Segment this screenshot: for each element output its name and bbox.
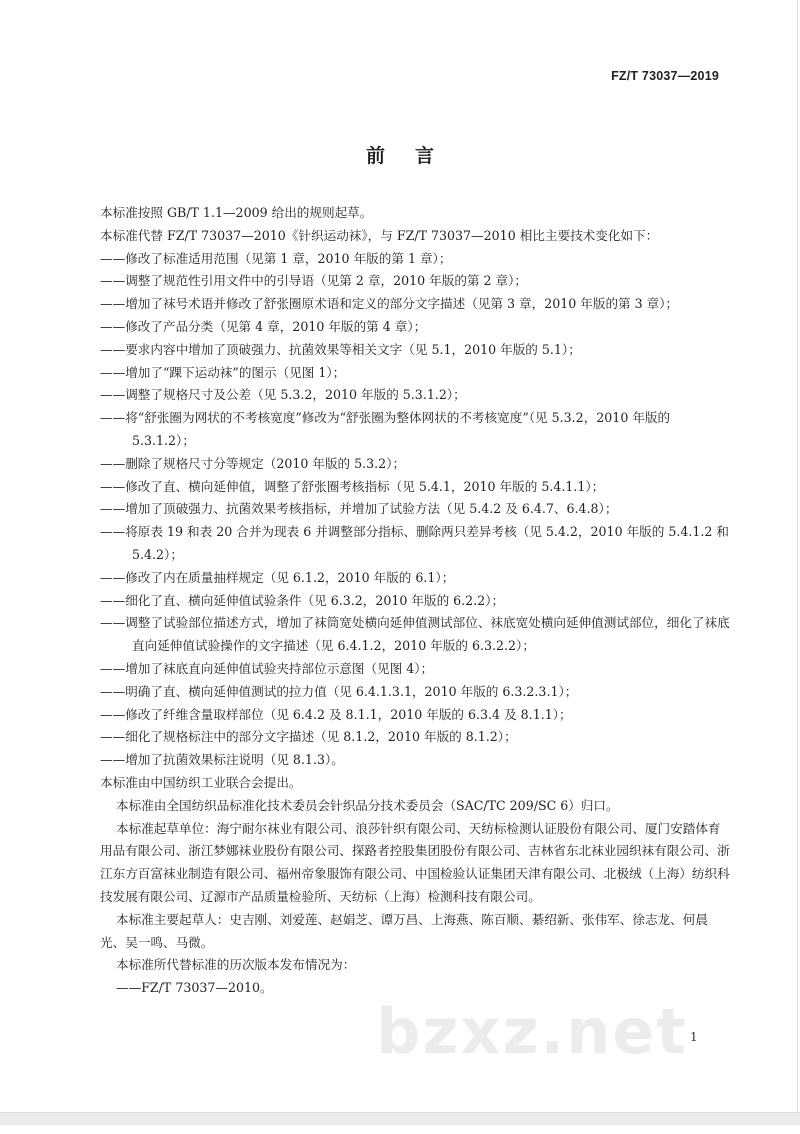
page-title: 前言 (365, 145, 464, 167)
paragraph-drafting-units: 本标准起草单位：海宁耐尔袜业有限公司、浪莎针织有限公司、天纺标检测认证股份有限公司、厦门安踏体育用品有限公司、浙江梦娜袜业股份有限公司、探路者控股集团股份有限公司、吉林省东北袜业园织袜有限公司、浙江东方百富袜业制造有限公司、福州帝象服饰有限公司、中国检验认证集团天津有限公司、北极绒（上海）纺织科技发展有限公司、辽源市产品质量检验所、天纺标（上海）检测科技有限公司。 (100, 820, 730, 904)
foreword-body (100, 202, 730, 1000)
list-item: ——将“舒张圈为网状的不考核宽度”修改为“舒张圈为整体网状的不考核宽度”（见 5.3.2，2010 年版的 5.3.1.2）； (100, 410, 671, 448)
list-item: ——增加了“踝下运动袜”的图示（见图 1）； (100, 364, 346, 380)
paragraph-replacement: 本标准代替 FZ/T 73037—2010《针织运动袜》，与 FZ/T 73037—2010 相比主要技术变化如下： (100, 227, 659, 243)
list-item: ——修改了纤维含量取样部位（见 6.4.2 及 8.1.1，2010 年版的 6.3.4 及 8.1.1）； (100, 706, 572, 722)
paragraph-proposed-by: 本标准由中国纺织工业联合会提出。 (100, 774, 302, 790)
list-item: ——明确了直、横向延伸值测试的拉力值（见 6.4.1.3.1，2010 年版的 6.3.2.3.1）； (100, 683, 578, 699)
list-item: ——增加了袜底直向延伸值试验夹持部位示意图（见图 4）； (100, 660, 434, 676)
list-item: ——调整了规格尺寸及公差（见 5.3.2，2010 年版的 5.3.1.2）； (100, 387, 466, 403)
document-code: FZ/T 73037—2019 (611, 69, 719, 83)
changes-list (100, 248, 730, 772)
paragraph-history-intro: 本标准所代替标准的历次版本发布情况为： (116, 957, 356, 973)
page-separator (0, 1112, 800, 1126)
list-item: ——修改了产品分类（见第 4 章，2010 年版的第 4 章）； (100, 318, 427, 334)
list-item: ——调整了试验部位描述方式，增加了袜筒宽处横向延伸值测试部位、袜底宽处横向延伸值测试部位，细化了袜底直向延伸值试验操作的文字描述（见 6.4.1.2，2010 年版的 6.3.2.2）； (100, 615, 730, 654)
list-item: ——细化了直、横向延伸值试验条件（见 6.3.2，2010 年版的 6.2.2）； (100, 592, 505, 608)
list-item: ——调整了规范性引用文件中的引导语（见第 2 章，2010 年版的第 2 章）； (100, 273, 528, 289)
list-item: ——删除了规格尺寸分等规定（2010 年版的 5.3.2）； (100, 455, 406, 471)
list-item: ——要求内容中增加了顶破强力、抗菌效果等相关文字（见 5.1，2010 年版的 5.1）； (100, 341, 581, 357)
list-item: ——增加了抗菌效果标注说明（见 8.1.3）。 (100, 752, 344, 768)
list-item: ——修改了直、横向延伸值，调整了舒张圈考核指标（见 5.4.1，2010 年版的 5.4.1.1）； (100, 478, 605, 494)
next-page-edge (0, 1125, 800, 1134)
paragraph-drafting-rules: 本标准按照 GB/T 1.1—2009 给出的规则起草。 (100, 205, 373, 220)
list-item: ——增加了袜号术语并修改了舒张圈原术语和定义的部分文字描述（见第 3 章，2010 年版的第 3 章）； (100, 296, 679, 312)
history-item: ——FZ/T 73037—2010。 (116, 980, 273, 996)
watermark: bzxz.net (376, 995, 688, 1068)
list-item: ——修改了内在质量抽样规定（见 6.1.2，2010 年版的 6.1）； (100, 569, 455, 585)
list-item: ——细化了规格标注中的部分文字描述（见 8.1.2，2010 年版的 8.1.2）； (100, 729, 517, 745)
paragraph-managed-by: 本标准由全国纺织品标准化技术委员会针织品分技术委员会（SAC/TC 209/SC 6）归口。 (116, 797, 619, 813)
list-item: ——将原表 19 和表 20 合并为现表 6 并调整部分指标、删除两只差异考核（见 5.4.2，2010 年版的 5.4.1.2 和 5.4.2）； (100, 524, 730, 562)
list-item: ——修改了标准适用范围（见第 1 章，2010 年版的第 1 章）； (100, 250, 452, 266)
paragraph-drafters: 本标准主要起草人：史吉刚、刘爱莲、赵娟芝、谭万昌、上海燕、陈百顺、綦绍新、张伟军、徐志龙、何晨光、吴一鸣、马微。 (100, 911, 708, 950)
list-item: ——增加了顶破强力、抗菌效果考核指标，并增加了试验方法（见 5.4.2 及 6.4.7、6.4.8）； (100, 501, 618, 517)
page-number: 1 (690, 1030, 698, 1044)
